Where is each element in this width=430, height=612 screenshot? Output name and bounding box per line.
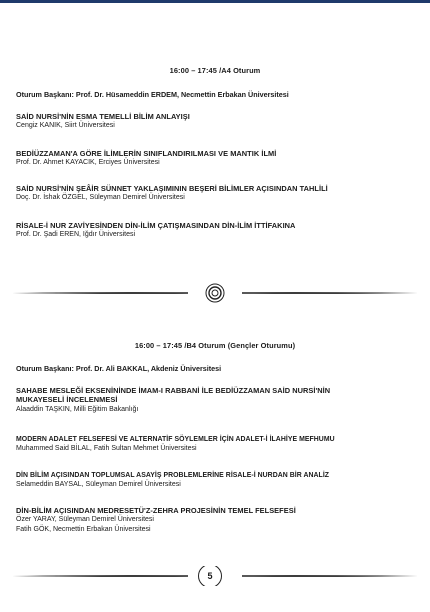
ornament-divider xyxy=(12,283,418,303)
talk-title: DİN BİLİM AÇISINDAN TOPLUMSAL ASAYİŞ PROBLEMLERİNE RİSALE-İ NURDAN BİR ANALİZ xyxy=(16,472,330,479)
session-a-title: 16:00 – 17:45 /A4 Oturum xyxy=(169,66,261,75)
session-b-title: 16:00 – 17:45 /B4 Oturum (Gençler Oturumu) xyxy=(134,341,296,350)
top-border xyxy=(0,0,430,3)
talk-author: Doç. Dr. İshak ÖZGEL, Süleyman Demirel Üniversitesi xyxy=(16,194,185,202)
talk-author: Selameddin BAYSAL, Süleyman Demirel Üniversitesi xyxy=(16,481,181,489)
session-a-chair: Oturum Başkanı: Prof. Dr. Hüsameddin ERDEM, Necmettin Erbakan Üniversitesi xyxy=(16,90,289,99)
talk-author: Prof. Dr. Şadi EREN, Iğdır Üniversitesi xyxy=(16,231,136,239)
talk-title: BEDİÜZZAMAN'A GÖRE İLİMLERİN SINIFLANDIRILMASI VE MANTIK İLMİ xyxy=(16,149,277,158)
talk-title: SAİD NURSİ'NİN ŞEÂİR SÜNNET YAKLAŞIMININ BEŞERİ BİLİMLER AÇISINDAN TAHLİLİ xyxy=(16,184,328,193)
session-a-talk-1 xyxy=(16,112,416,131)
talk-author: Alaaddin TAŞKIN, Milli Eğitim Bakanlığı xyxy=(16,405,139,413)
session-b-talk-3 xyxy=(16,471,416,490)
session-b-talk-1 xyxy=(16,386,416,414)
talk-author: Prof. Dr. Ahmet KAYACIK, Erciyes Üniversitesi xyxy=(16,159,160,167)
talk-title: MODERN ADALET FELSEFESİ VE ALTERNATİF SÖYLEMLER İÇİN ADALET-İ İLAHİYE MEFHUMU xyxy=(16,436,335,443)
talk-title: DİN-BİLİM AÇISINDAN MEDRESETÜ'Z-ZEHRA PROJESİNİN TEMEL FELSEFESİ xyxy=(16,506,296,515)
talk-title-line1: SAHABE MESLEĞİ EKSENİNİNDE İMAM-I RABBANİ İLE BEDİÜZZAMAN SAİD NURSİ'NİN xyxy=(16,386,331,395)
session-a-talk-3 xyxy=(16,184,416,203)
page-number: 5 xyxy=(207,571,213,581)
session-a-talk-2 xyxy=(16,149,416,168)
session-b-talk-4 xyxy=(16,506,416,535)
talk-author: Özer YARAY, Süleyman Demirel Üniversitesi xyxy=(16,516,154,524)
talk-title-line2: MUKAYESELİ İNCELENMESİ xyxy=(16,395,118,405)
talk-author: Cengiz KANIK, Siirt Üniversitesi xyxy=(16,122,115,130)
talk-author: Muhammed Said BİLAL, Fatih Sultan Mehmet Üniversitesi xyxy=(16,445,197,453)
session-b-talk-2 xyxy=(16,435,416,454)
talk-title: RİSALE-İ NUR ZAVİYESİNDEN DİN-İLİM ÇATIŞMASINDAN DİN-İLİM İTTİFAKINA xyxy=(16,221,296,230)
talk-title: SAİD NURSİ'NİN ESMA TEMELLİ BİLİM ANLAYIŞI xyxy=(16,112,190,121)
talk-author: Fatih GÖK, Necmettin Erbakan Üniversitesi xyxy=(16,526,151,533)
session-a-talk-4 xyxy=(16,221,416,240)
session-b-chair: Oturum Başkanı: Prof. Dr. Ali BAKKAL, Akdeniz Üniversitesi xyxy=(16,364,222,373)
